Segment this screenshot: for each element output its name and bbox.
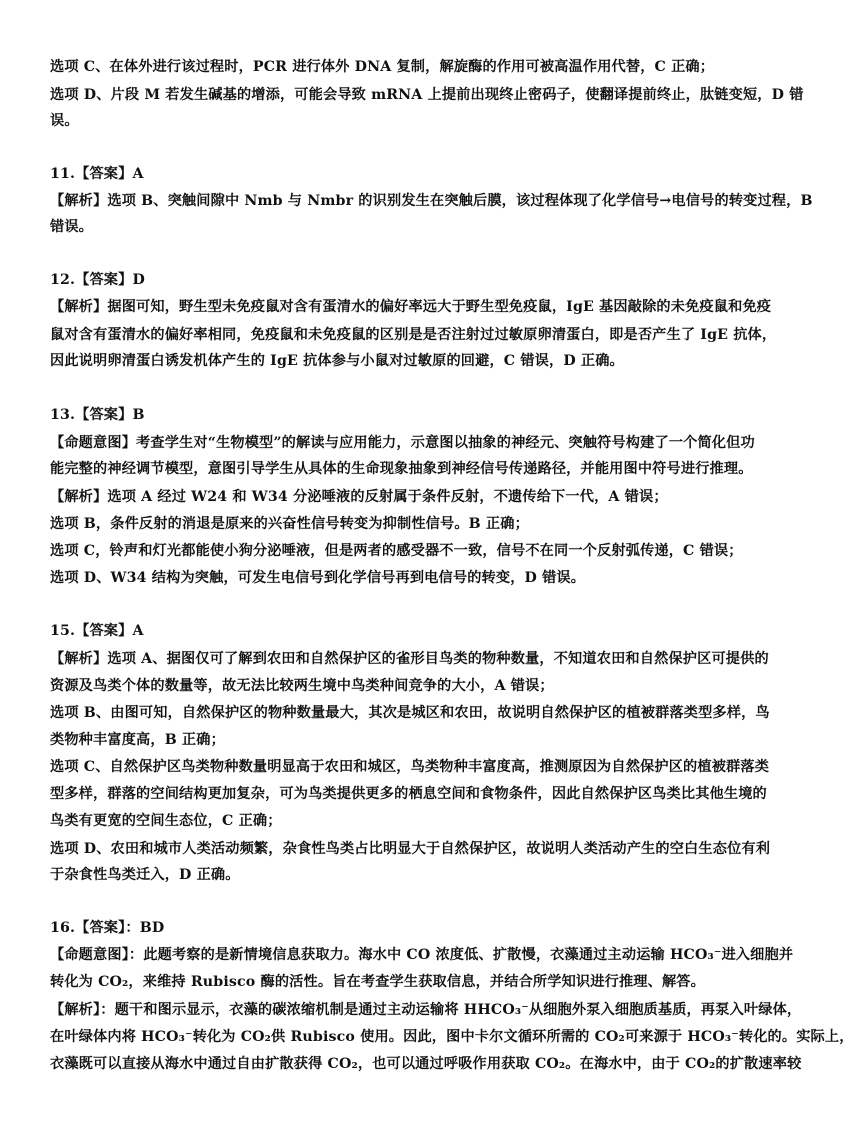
text-line: 资源及鸟类个体的数量等，故无法比较两生境中鸟类种间竞争的大小，A 错误；: [50, 678, 554, 694]
text-line: 鼠对含有蛋清水的偏好率相同，免疫鼠和未免疫鼠的区别是是否注射过过敏原卵清蛋白，即是否产生了 IgE 抗体，: [50, 327, 777, 343]
text-line: 衣藻既可以直接从海水中通过自由扩散获得 CO₂，也可以通过呼吸作用获取 CO₂。在海水中，由于 CO₂的扩散速率较: [50, 1056, 802, 1072]
text-line: 选项 D、W34 结构为突触，可发生电信号到化学信号再到电信号的转变，D 错误。: [50, 570, 586, 586]
text-line: 型多样，群落的空间结构更加复杂，可为鸟类提供更多的栖息空间和食物条件，因此自然保护区鸟类比其他生境的: [50, 786, 767, 802]
answer-heading: 11.【答案】A: [50, 166, 144, 182]
text-line: 选项 B、由图可知，自然保护区的物种数量最大，其次是城区和农田，故说明自然保护区的植被群落类型多样，鸟: [50, 705, 770, 721]
text-line: 【解析】选项 B、突触间隙中 Nmb 与 Nmbr 的识别发生在突触后膜，该过程体现了化学信号→电信号的转变过程，B: [50, 193, 813, 209]
text-line: 于杂食性鸟类迁入，D 正确。: [50, 867, 240, 883]
answer-heading: 12.【答案】D: [50, 272, 145, 288]
text-line: 【命题意图】：此题考察的是新情境信息获取力。海水中 CO 浓度低、扩散慢，衣藻通过主动运输 HCO₃⁻进入细胞并: [50, 947, 794, 963]
text-line: 错误。: [50, 219, 94, 235]
text-line: 选项 D、片段 M 若发生碱基的增添，可能会导致 mRNA 上提前出现终止密码子，使翻译提前终止，肽链变短，D 错: [50, 87, 804, 103]
text-line: 转化为 CO₂，来维持 Rubisco 酶的活性。旨在考查学生获取信息，并结合所学知识进行推理、解答。: [50, 974, 705, 990]
text-line: 因此说明卵清蛋白诱发机体产生的 IgE 抗体参与小鼠对过敏原的回避，C 错误，D 正确。: [50, 353, 624, 369]
text-line: 【解析】选项 A、据图仅可了解到农田和自然保护区的雀形目鸟类的物种数量，不知道农田和自然保护区可提供的: [50, 651, 769, 667]
answer-heading: 13.【答案】B: [50, 407, 145, 423]
text-line: 选项 C，铃声和灯光都能使小狗分泌唾液，但是两者的感受器不一致，信号不在同一个反射弧传递，C 错误；: [50, 543, 743, 559]
answer-heading: 16.【答案】：BD: [50, 920, 165, 936]
text-line: 【解析】据图可知，野生型未免疫鼠对含有蛋清水的偏好率远大于野生型免疫鼠，IgE 基因敲除的未免疫鼠和免疫: [50, 299, 772, 315]
text-line: 能完整的神经调节模型，意图引导学生从具体的生命现象抽象到神经信号传递路径，并能用图中符号进行推理。: [50, 461, 753, 477]
text-line: 选项 B，条件反射的消退是原来的兴奋性信号转变为抑制性信号。B 正确；: [50, 516, 529, 532]
text-line: 选项 C、自然保护区鸟类物种数量明显高于农田和城区，鸟类物种丰富度高，推测原因为自然保护区的植被群落类: [50, 759, 770, 775]
text-line: 误。: [50, 113, 79, 129]
text-line: 在叶绿体内将 HCO₃⁻转化为 CO₂供 Rubisco 使用。因此，图中卡尔文循环所需的 CO₂可来源于 HCO₃⁻转化的。实际上，: [50, 1029, 854, 1045]
text-line: 【命题意图】考查学生对“生物模型”的解读与应用能力，示意图以抽象的神经元、突触符号构建了一个简化但功: [50, 435, 755, 451]
text-line: 选项 D、农田和城市人类活动频繁，杂食性鸟类占比明显大于自然保护区，故说明人类活动产生的空白生态位有利: [50, 841, 771, 857]
text-line: 选项 C、在体外进行该过程时，PCR 进行体外 DNA 复制，解旋酶的作用可被高温作用代替，C 正确；: [50, 59, 715, 75]
answer-heading: 15.【答案】A: [50, 623, 144, 639]
text-line: 鸟类有更宽的空间生态位，C 正确；: [50, 813, 282, 829]
text-line: 【解析】：题干和图示显示，衣藻的碳浓缩机制是通过主动运输将 HHCO₃⁻从细胞外泵入细胞质基质，再泵入叶绿体，: [50, 1002, 802, 1018]
text-line: 【解析】选项 A 经过 W24 和 W34 分泌唾液的反射属于条件反射，不遗传给下一代，A 错误；: [50, 489, 668, 505]
text-line: 类物种丰富度高，B 正确；: [50, 732, 225, 748]
